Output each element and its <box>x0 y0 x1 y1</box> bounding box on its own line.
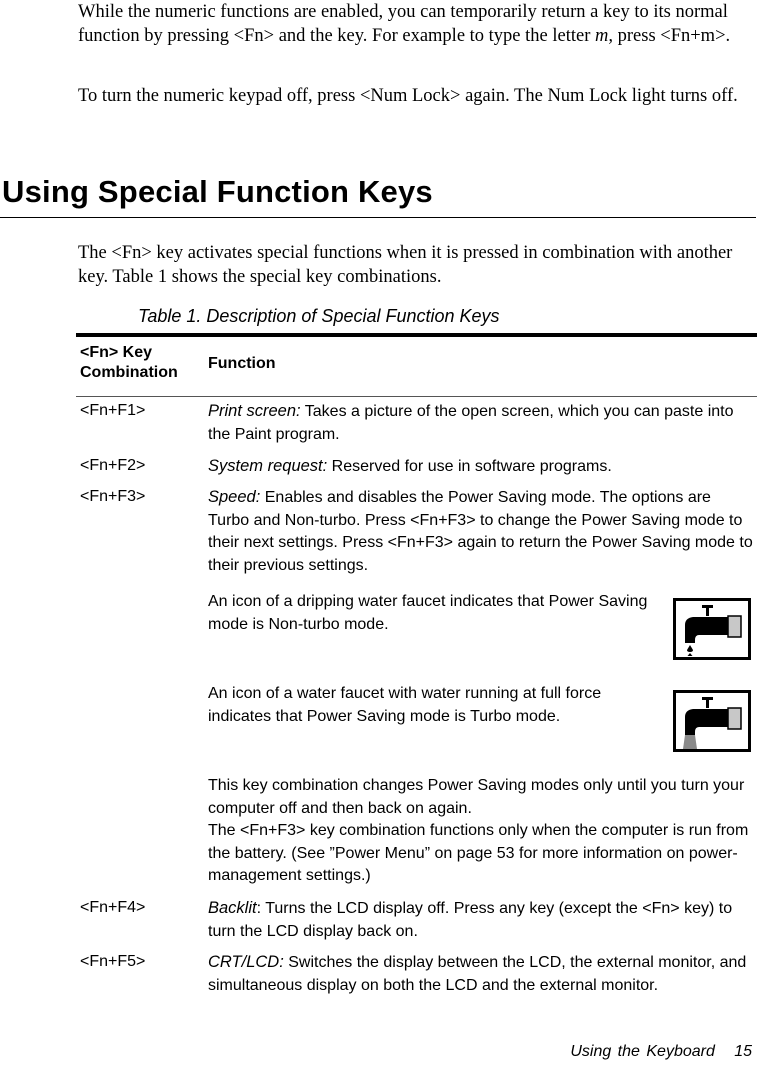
row-f4-text: : Turns the LCD display off. Press any key (except the <Fn> key) to turn the LCD display back on. <box>208 900 733 940</box>
row-f5-description <box>208 951 753 997</box>
row-f4-key: <Fn+F4> <box>80 899 146 916</box>
table-header-rule <box>76 396 757 397</box>
f3-note-dripping: An icon of a dripping water faucet indicates that Power Saving mode is Non-turbo mode. <box>208 593 648 633</box>
f3-note-battery: The <Fn+F3> key combination functions only when the computer is run from the battery. (See ”Power Menu” on page 53 for more information on power-management settings.) <box>208 822 749 884</box>
row-f3-description <box>208 486 753 577</box>
page-footer <box>570 1041 752 1063</box>
table-caption: Table 1. Description of Special Function Keys <box>138 306 500 326</box>
row-f1-key: <Fn+F1> <box>80 402 146 419</box>
row-f4-description <box>208 897 753 943</box>
row-f2-key: <Fn+F2> <box>80 457 146 474</box>
row-f2-text: Reserved for use in software programs. <box>327 458 612 475</box>
intro-paragraph-1 <box>78 0 750 48</box>
table-header-key <box>80 343 178 383</box>
row-f2-term: System request: <box>208 457 328 475</box>
row-f5-key: <Fn+F5> <box>80 953 146 970</box>
f3-note-until-off: This key combination changes Power Saving modes only until you turn your computer off and then back on again. <box>208 777 745 817</box>
intro-paragraph-2: To turn the numeric keypad off, press <Num Lock> again. The Num Lock light turns off. <box>78 86 738 106</box>
row-f3-key: <Fn+F3> <box>80 488 146 505</box>
footer-page-number: 15 <box>734 1043 752 1060</box>
footer-chapter-title: Using the Keyboard <box>570 1043 715 1060</box>
running-faucet-icon <box>673 690 751 752</box>
row-f5-term: CRT/LCD: <box>208 953 284 971</box>
table-header-key-line2: Combination <box>80 364 178 381</box>
section-heading: Using Special Function Keys <box>2 174 433 209</box>
row-f5-text: Switches the display between the LCD, the external monitor, and simultaneous display on both the LCD and the external monitor. <box>208 954 747 994</box>
table-header-function: Function <box>208 355 276 372</box>
intro-letter-m: m, <box>595 26 613 46</box>
dripping-faucet-graphic <box>676 601 748 657</box>
row-f3-term: Speed: <box>208 488 261 506</box>
row-f4-term: Backlit <box>208 899 257 917</box>
row-f3-text: Enables and disables the Power Saving mode. The options are Turbo and Non-turbo. Press <Fn+F3> to change the Power Saving mode to their next settings. Press <Fn+F3> again to return the Power Saving mode to their previous settings. <box>208 489 753 574</box>
table-header-key-line1: <Fn> Key <box>80 344 153 361</box>
intro-paragraph-1-text-a: While the numeric functions are enabled, you can temporarily return a key to its normal function by pressing <Fn> and the key. For example to type the letter <box>78 2 728 46</box>
f3-note-running: An icon of a water faucet with water running at full force indicates that Power Saving mode is Turbo mode. <box>208 685 602 725</box>
running-faucet-graphic <box>676 693 748 749</box>
row-f1-text: Takes a picture of the open screen, which you can paste into the Paint program. <box>208 403 734 443</box>
section-paragraph: The <Fn> key activates special functions when it is pressed in combination with another key. Table 1 shows the special key combinations. <box>78 243 733 287</box>
table-top-rule <box>76 333 757 337</box>
dripping-faucet-icon <box>673 598 751 660</box>
row-f1-description <box>208 400 753 446</box>
row-f1-term: Print screen: <box>208 402 301 420</box>
row-f2-description <box>208 455 753 479</box>
intro-paragraph-1-text-b: press <Fn+m>. <box>613 26 731 46</box>
heading-divider <box>0 217 756 218</box>
